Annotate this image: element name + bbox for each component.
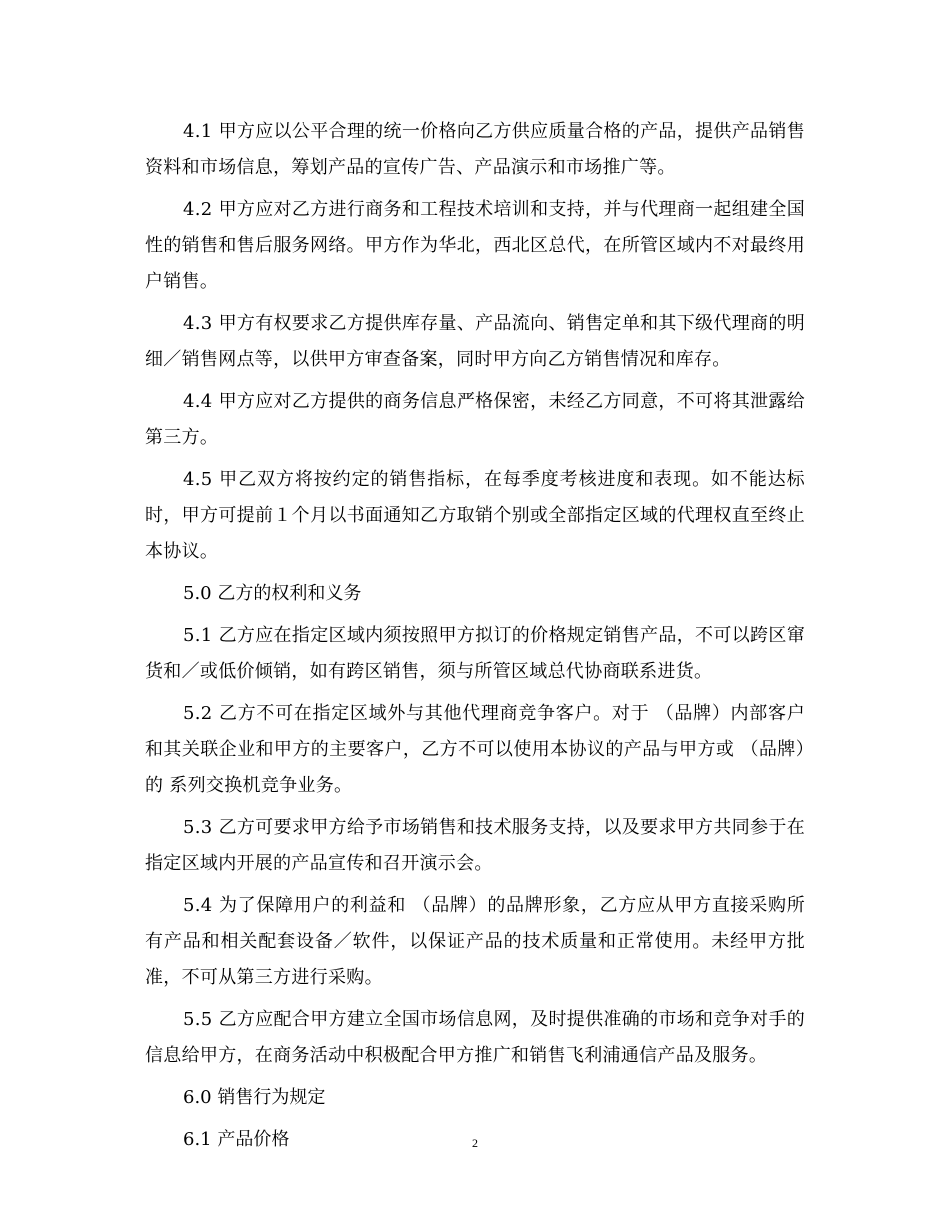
section-heading-6-1: 6.1 产品价格 (183, 1129, 290, 1150)
clause-4-5: 4.5 甲乙双方将按约定的销售指标，在每季度考核进度和表现。如不能达标时，甲方可提前１个月以书面通知乙方取销个别或全部指定区域的代理权直至终止本协议。 (145, 469, 805, 562)
section-heading-5-0: 5.0 乙方的权利和义务 (183, 583, 362, 604)
document-body (145, 114, 805, 1164)
clause-4-4: 4.4 甲方应对乙方提供的商务信息严格保密，未经乙方同意，不可将其泄露给第三方。 (145, 391, 805, 448)
section-heading-6-0: 6.0 销售行为规定 (183, 1087, 326, 1108)
clause-5-1: 5.1 乙方应在指定区域内须按照甲方拟订的价格规定销售产品，不可以跨区窜货和／或低价倾销，如有跨区销售，须与所管区域总代协商联系进货。 (145, 625, 805, 682)
page-number: 2 (472, 1136, 478, 1150)
clause-5-4: 5.4 为了保障用户的利益和 （品牌）的品牌形象，乙方应从甲方直接采购所有产品和相关配套设备／软件，以保证产品的技术质量和正常使用。未经甲方批准，不可从第三方进行采购。 (145, 895, 805, 988)
clause-5-3: 5.3 乙方可要求甲方给予市场销售和技术服务支持，以及要求甲方共同参于在指定区域内开展的产品宣传和召开演示会。 (145, 817, 805, 874)
clause-5-2: 5.2 乙方不可在指定区域外与其他代理商竞争客户。对于 （品牌）内部客户和其关联企业和甲方的主要客户，乙方不可以使用本协议的产品与甲方或 （品牌）的 系列交换机竞争业务。 (145, 703, 805, 796)
clause-4-1: 4.1 甲方应以公平合理的统一价格向乙方供应质量合格的产品，提供产品销售资料和市场信息，筹划产品的宣传广告、产品演示和市场推广等。 (145, 121, 805, 178)
clause-5-5: 5.5 乙方应配合甲方建立全国市场信息网，及时提供准确的市场和竞争对手的信息给甲方，在商务活动中积极配合甲方推广和销售飞利浦通信产品及服务。 (145, 1009, 805, 1066)
clause-4-3: 4.3 甲方有权要求乙方提供库存量、产品流向、销售定单和其下级代理商的明细／销售网点等，以供甲方审查备案，同时甲方向乙方销售情况和库存。 (145, 313, 805, 370)
clause-4-2: 4.2 甲方应对乙方进行商务和工程技术培训和支持，并与代理商一起组建全国性的销售和售后服务网络。甲方作为华北，西北区总代，在所管区域内不对最终用户销售。 (145, 199, 805, 292)
